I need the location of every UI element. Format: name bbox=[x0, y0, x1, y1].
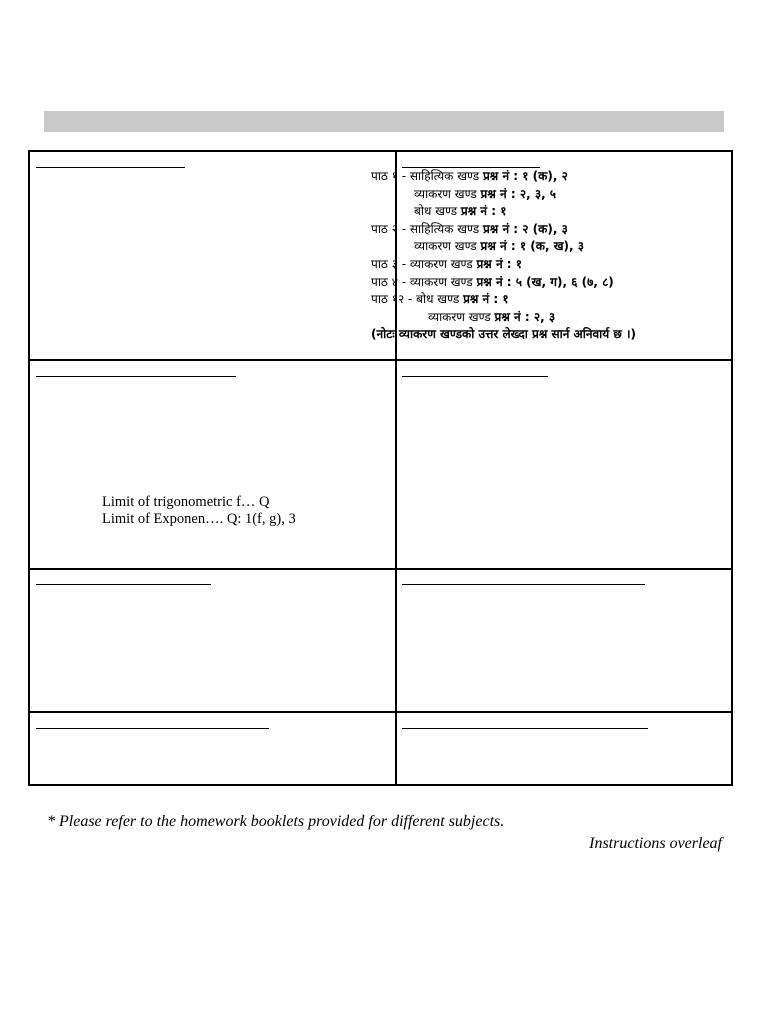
homework-line: पाठ ३ - व्याकरण खण्ड प्रश्न नं : १ bbox=[371, 256, 522, 271]
homework-line: Limit of trigonometric f… Q bbox=[102, 494, 270, 510]
cell-heading-underline-third-right bbox=[402, 584, 645, 585]
cell-heading-underline-middle-left bbox=[36, 376, 236, 377]
cell-heading-underline-bottom-left bbox=[36, 728, 269, 729]
homework-line: Limit of Exponen…. Q: 1(f, g), 3 bbox=[102, 511, 296, 527]
row-divider-3 bbox=[30, 711, 731, 713]
cell-heading-underline-third-left bbox=[36, 584, 211, 585]
homework-note: (नोटः व्याकरण खण्डको उत्तर लेख्दा प्रश्न सार्न अनिवार्य छ ।) bbox=[371, 327, 637, 342]
homework-line: पाठ २ - साहित्यिक खण्ड प्रश्न नं : २ (क), ३ bbox=[371, 221, 568, 236]
nepali-homework-list bbox=[371, 168, 636, 344]
homework-line: बोध खण्ड प्रश्न नं : १ bbox=[414, 204, 507, 219]
cell-heading-underline-bottom-right bbox=[402, 728, 648, 729]
footer-note: * Please refer to the homework booklets provided for different subjects. bbox=[47, 813, 505, 830]
homework-line: व्याकरण खण्ड प्रश्न नं : २, ३ bbox=[428, 309, 556, 324]
homework-line: व्याकरण खण्ड प्रश्न नं : १ (क, ख), ३ bbox=[414, 239, 584, 254]
cell-heading-underline-top-left bbox=[36, 167, 185, 168]
math-homework-list bbox=[102, 494, 296, 528]
homework-line: पाठ ४ - व्याकरण खण्ड प्रश्न नं : ५ (ख, ग), ६ (७, ८) bbox=[371, 274, 614, 289]
cell-heading-underline-middle-right bbox=[402, 376, 548, 377]
row-divider-2 bbox=[30, 568, 731, 570]
row-divider-1 bbox=[30, 359, 731, 361]
homework-line: पाठ १२ - बोध खण्ड प्रश्न नं : १ bbox=[371, 292, 509, 307]
homework-line: पाठ १ - साहित्यिक खण्ड प्रश्न नं : १ (क), २ bbox=[371, 169, 568, 183]
homework-line: व्याकरण खण्ड प्रश्न नं : २, ३, ५ bbox=[414, 186, 557, 201]
header-banner bbox=[44, 111, 724, 132]
instructions-overleaf: Instructions overleaf bbox=[589, 835, 722, 852]
